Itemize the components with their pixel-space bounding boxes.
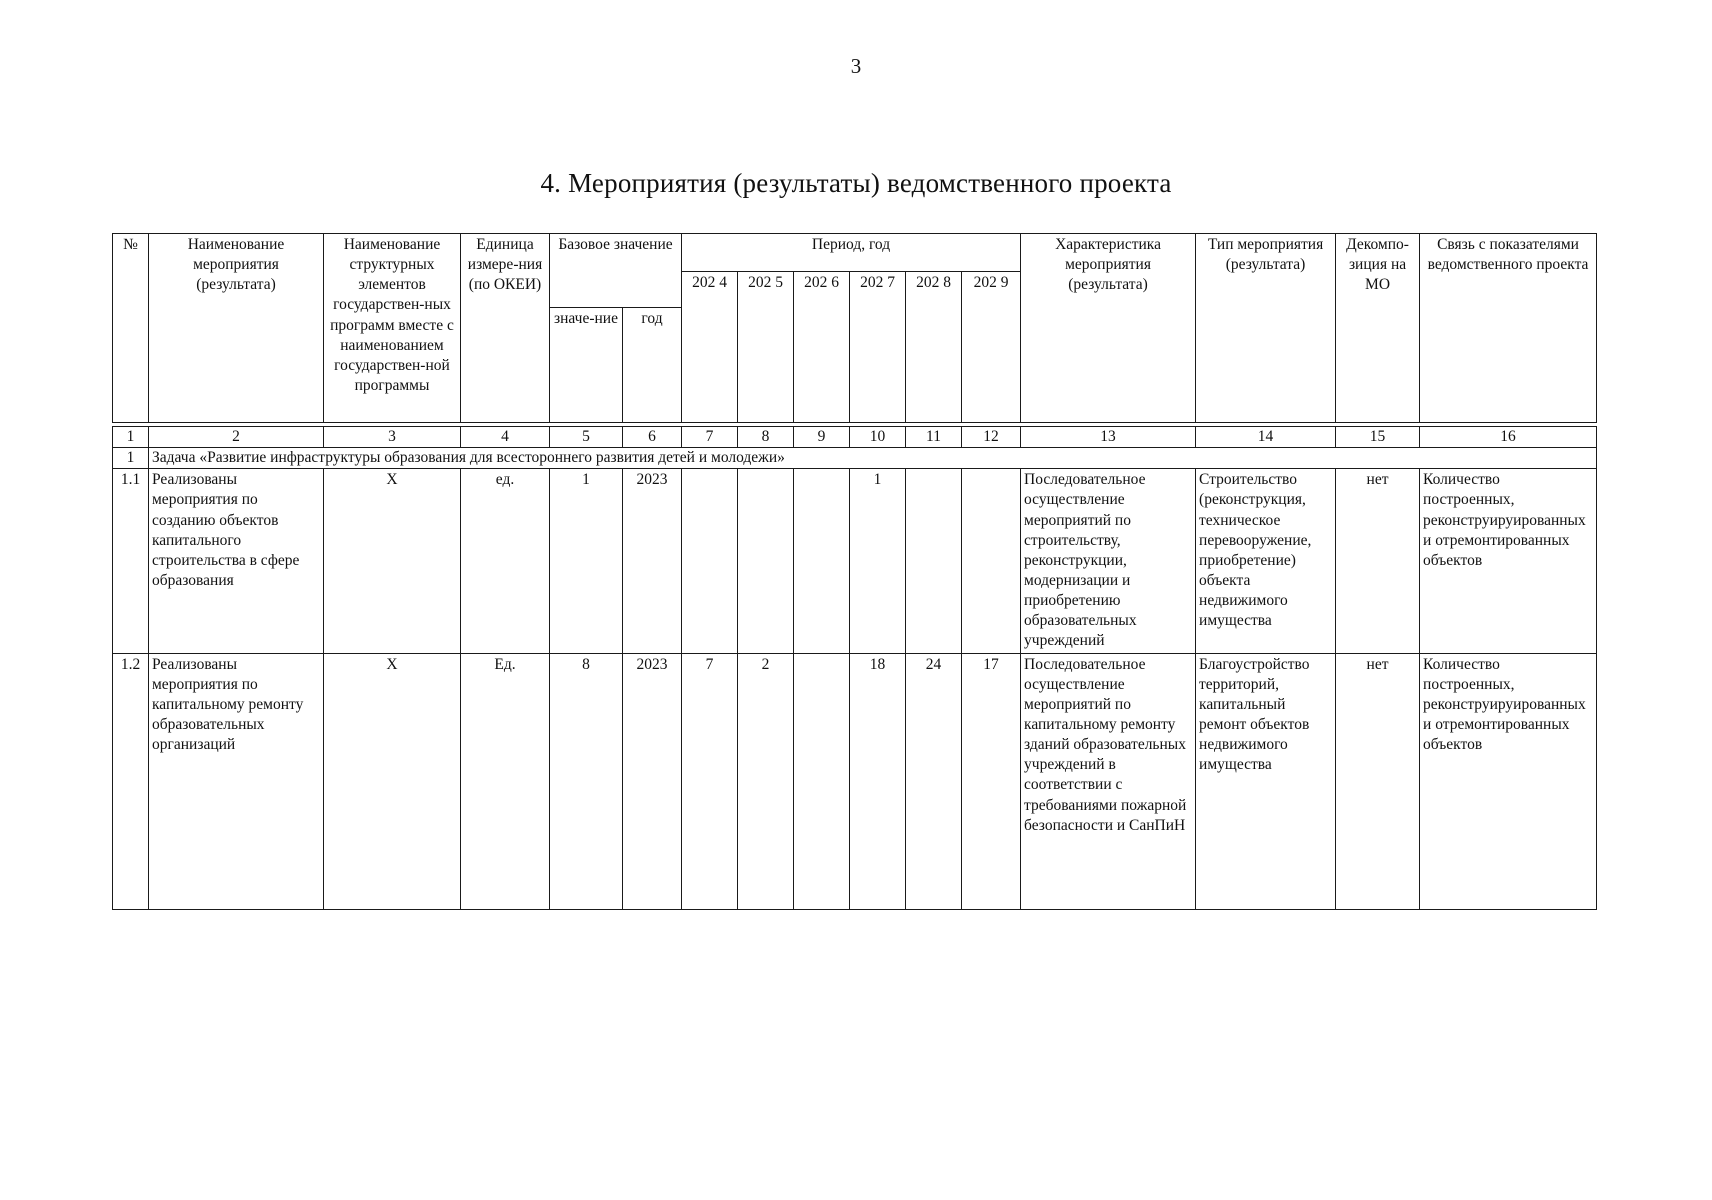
row-base-year: 2023 (623, 469, 682, 653)
task-text: Задача «Развитие инфраструктуры образования для всестороннего развития детей и молодежи» (149, 448, 1597, 469)
row-year-2028 (906, 469, 962, 653)
col-number: 13 (1021, 427, 1196, 448)
col-number: 16 (1420, 427, 1597, 448)
table-row (113, 653, 1597, 909)
task-number: 1 (113, 448, 149, 469)
row-number: 1.2 (113, 653, 149, 909)
row-link: Количество построенных, реконструируированных и отремонтированных объектов (1420, 469, 1597, 653)
row-year-2027: 18 (850, 653, 906, 909)
row-year-2028: 24 (906, 653, 962, 909)
header-type: Тип мероприятия (результата) (1196, 234, 1336, 423)
header-year-2024: 202 4 (682, 272, 738, 423)
row-unit: ед. (461, 469, 550, 653)
section-title: 4. Мероприятия (результаты) ведомственного проекта (540, 168, 1172, 198)
row-name: Реализованы мероприятия по созданию объектов капитального строительства в сфере образования (149, 469, 324, 653)
row-characteristic: Последовательное осуществление мероприятий по строительству, реконструкции, модернизации и приобретению образовательных учреждений (1021, 469, 1196, 653)
header-base: Базовое значение (550, 234, 682, 308)
col-number: 10 (850, 427, 906, 448)
task-row (113, 448, 1597, 469)
row-base-year: 2023 (623, 653, 682, 909)
row-struct: X (324, 653, 461, 909)
header-char: Характеристика мероприятия (результата) (1021, 234, 1196, 423)
col-number: 9 (794, 427, 850, 448)
page-number: 3 (850, 54, 862, 78)
header-year-2025: 202 5 (738, 272, 794, 423)
col-number: 1 (113, 427, 149, 448)
header-year-2028: 202 8 (906, 272, 962, 423)
col-number: 3 (324, 427, 461, 448)
col-number: 14 (1196, 427, 1336, 448)
header-year-2026: 202 6 (794, 272, 850, 423)
header-period: Период, год (682, 234, 1021, 272)
col-number: 5 (550, 427, 623, 448)
row-year-2025: 2 (738, 653, 794, 909)
column-numbers-row (113, 427, 1597, 448)
row-year-2029: 17 (962, 653, 1021, 909)
row-year-2024: 7 (682, 653, 738, 909)
col-number: 8 (738, 427, 794, 448)
row-unit: Ед. (461, 653, 550, 909)
row-characteristic: Последовательное осуществление мероприятий по капитальному ремонту зданий образовательных учреждений в соответствии с требованиями пожарной безопасности и СанПиН (1021, 653, 1196, 909)
col-number: 2 (149, 427, 324, 448)
row-type: Строительство (реконструкция, техническое перевооружение, приобретение) объекта недвижимого имущества (1196, 469, 1336, 653)
results-table (112, 233, 1597, 910)
row-struct: X (324, 469, 461, 653)
header-link: Связь с показателями ведомственного проекта (1420, 234, 1597, 423)
row-year-2027: 1 (850, 469, 906, 653)
col-number: 12 (962, 427, 1021, 448)
header-year-2027: 202 7 (850, 272, 906, 423)
header-struct: Наименование структурных элементов государствен-ных программ вместе с наименованием государствен-ной программы (324, 234, 461, 423)
header-base-year: год (623, 308, 682, 423)
row-decomposition: нет (1336, 469, 1420, 653)
row-year-2026 (794, 469, 850, 653)
row-year-2025 (738, 469, 794, 653)
col-number: 11 (906, 427, 962, 448)
header-name: Наименование мероприятия (результата) (149, 234, 324, 423)
col-number: 4 (461, 427, 550, 448)
header-decomp: Декомпо-зиция на МО (1336, 234, 1420, 423)
row-decomposition: нет (1336, 653, 1420, 909)
header-no: № (113, 234, 149, 423)
row-base-value: 8 (550, 653, 623, 909)
row-type: Благоустройство территорий, капитальный ремонт объектов недвижимого имущества (1196, 653, 1336, 909)
header-unit: Единица измере-ния (по ОКЕИ) (461, 234, 550, 423)
row-name: Реализованы мероприятия по капитальному ремонту образовательных организаций (149, 653, 324, 909)
header-row-1 (113, 234, 1597, 272)
row-base-value: 1 (550, 469, 623, 653)
col-number: 7 (682, 427, 738, 448)
table-row (113, 469, 1597, 653)
row-year-2024 (682, 469, 738, 653)
header-year-2029: 202 9 (962, 272, 1021, 423)
row-link: Количество построенных, реконструируированных и отремонтированных объектов (1420, 653, 1597, 909)
row-year-2029 (962, 469, 1021, 653)
row-number: 1.1 (113, 469, 149, 653)
row-year-2026 (794, 653, 850, 909)
col-number: 6 (623, 427, 682, 448)
header-base-value: значе-ние (550, 308, 623, 423)
col-number: 15 (1336, 427, 1420, 448)
